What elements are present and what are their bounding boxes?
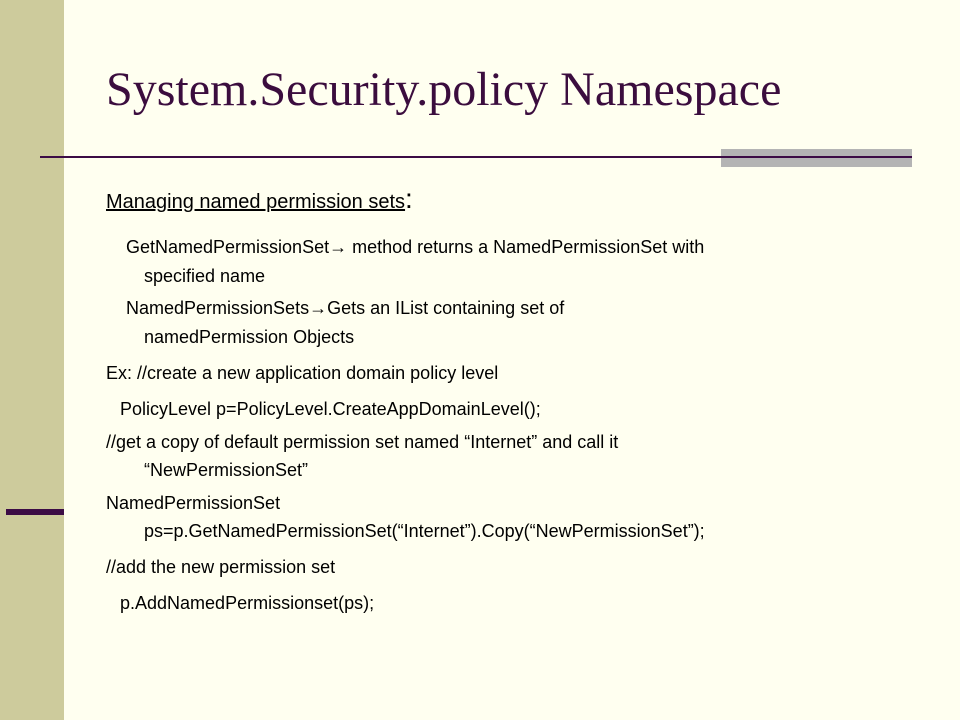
section-heading: [106, 183, 413, 214]
arrow-icon: →: [309, 298, 328, 318]
decorative-sidebar: [0, 0, 64, 720]
section-heading-text: Managing named permission sets: [106, 191, 406, 213]
property-name: NamedPermissionSets: [126, 298, 310, 318]
bullet-named-permission-sets: [126, 296, 564, 320]
property-description-cont: namedPermission Objects: [144, 327, 355, 347]
bullet-get-named-permission-set: [126, 235, 704, 259]
method-name: GetNamedPermissionSet: [126, 237, 330, 257]
property-description: Gets an IList containing set of: [327, 298, 565, 318]
code-line-create-policy-level: PolicyLevel p=PolicyLevel.CreateAppDomainLevel();: [120, 399, 541, 419]
sidebar-accent-mark: [6, 509, 64, 515]
bullet-get-named-permission-set-cont: [144, 264, 265, 288]
slide-title: System.Security.policy Namespace: [106, 63, 782, 116]
code-comment-copy-permission-set: //get a copy of default permission set named “Internet” and call it: [106, 432, 619, 452]
example-comment: Ex: //create a new application domain policy level: [106, 363, 499, 383]
code-line-add-permission-set: p.AddNamedPermissionset(ps);: [120, 593, 375, 613]
code-line-named-permission-set: NamedPermissionSet: [106, 493, 281, 513]
method-description-cont: specified name: [144, 266, 266, 286]
code-comment-add-permission-set: //add the new permission set: [106, 557, 336, 577]
bullet-named-permission-sets-cont: [144, 325, 354, 349]
title-divider-block: [721, 149, 912, 167]
arrow-icon: →: [329, 237, 348, 257]
method-description: method returns a NamedPermissionSet with: [347, 237, 705, 257]
section-heading-colon: :: [405, 183, 413, 214]
code-line-named-permission-set-cont: ps=p.GetNamedPermissionSet(“Internet”).Copy(“NewPermissionSet”);: [144, 521, 705, 541]
code-comment-copy-permission-set-cont: “NewPermissionSet”: [144, 460, 309, 480]
